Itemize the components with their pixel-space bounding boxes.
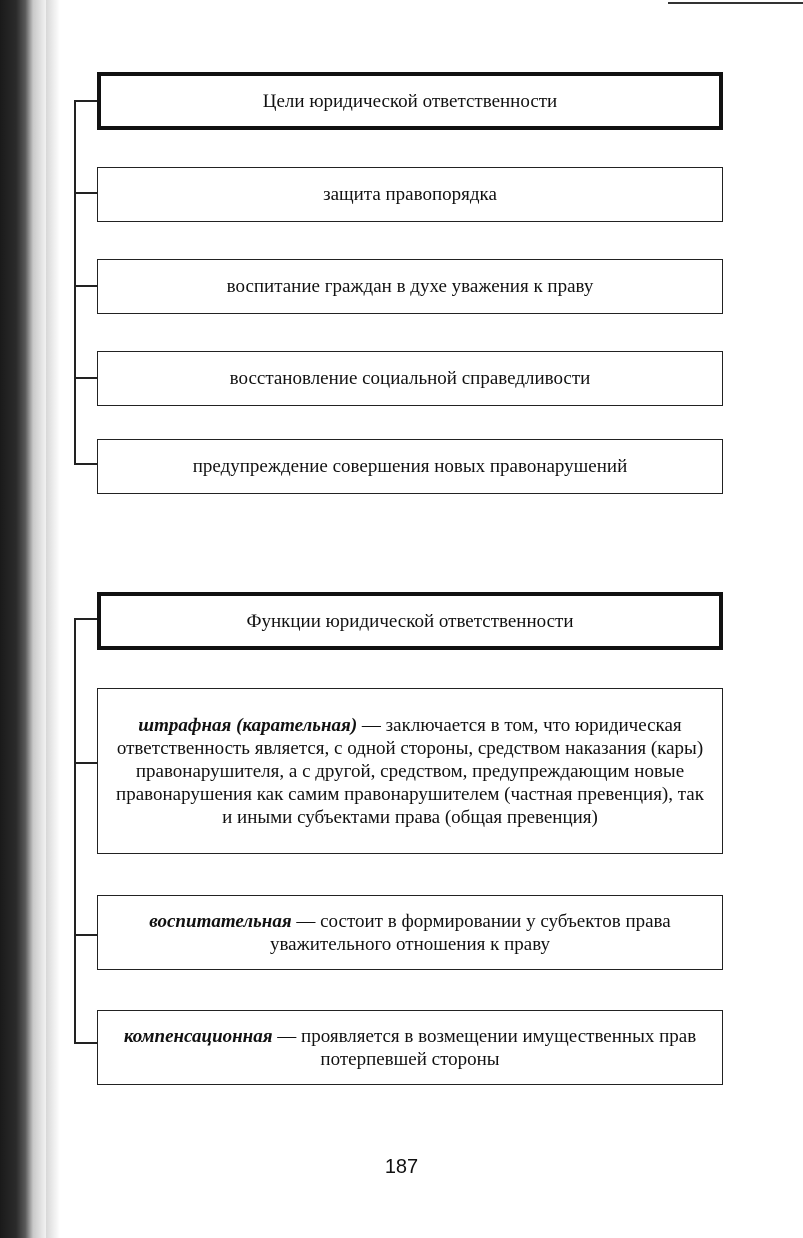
goal-box bbox=[97, 259, 723, 314]
goal-text: защита правопорядка bbox=[323, 184, 497, 205]
goals-connector-branch bbox=[74, 100, 97, 102]
goals-connector-branch bbox=[74, 377, 97, 379]
functions-connector-branch bbox=[74, 762, 97, 764]
function-term: штрафная (карательная) bbox=[138, 714, 358, 736]
function-text: — проявляется в возмещении имущественных прав потерпевшей стороны bbox=[272, 1025, 697, 1070]
function-text: — заключается в том, что юридическая ответственность является, с одной стороны, средством наказания (кары) правонарушителя, а с другой, средством, предупреждающим новые правонарушения как самим правонарушителем (частная превенция), так и иными субъектами права (общая превенция) bbox=[116, 714, 704, 828]
goals-connector-branch bbox=[74, 192, 97, 194]
goal-text: предупреждение совершения новых правонарушений bbox=[192, 456, 628, 477]
function-term: компенсационная bbox=[123, 1025, 273, 1047]
function-box bbox=[97, 688, 723, 854]
goals-connector-vertical bbox=[74, 100, 76, 464]
functions-connector-vertical bbox=[74, 618, 76, 1042]
function-description bbox=[98, 714, 722, 829]
function-description bbox=[98, 910, 722, 956]
goal-text: воспитание граждан в духе уважения к праву bbox=[226, 276, 594, 297]
functions-title: Функции юридической ответственности bbox=[246, 610, 574, 632]
goals-title-box bbox=[97, 72, 723, 130]
function-text: — состоит в формировании у субъектов права уважительного отношения к праву bbox=[269, 910, 671, 955]
functions-title-box bbox=[97, 592, 723, 650]
goal-box bbox=[97, 439, 723, 494]
goal-box bbox=[97, 351, 723, 406]
goals-connector-branch bbox=[74, 463, 97, 465]
functions-connector-branch bbox=[74, 1042, 97, 1044]
function-description bbox=[98, 1025, 722, 1071]
goals-title: Цели юридической ответственности bbox=[262, 90, 558, 112]
functions-connector-branch bbox=[74, 618, 97, 620]
top-rule bbox=[668, 2, 803, 4]
page-number: 187 bbox=[384, 1156, 419, 1178]
goals-connector-branch bbox=[74, 285, 97, 287]
function-term: воспитательная bbox=[149, 910, 292, 932]
book-spine-shadow bbox=[0, 0, 46, 1238]
functions-connector-branch bbox=[74, 934, 97, 936]
page-gutter bbox=[46, 0, 60, 1238]
function-box bbox=[97, 1010, 723, 1085]
goal-text: восстановление социальной справедливости bbox=[229, 368, 591, 389]
goal-box bbox=[97, 167, 723, 222]
function-box bbox=[97, 895, 723, 970]
